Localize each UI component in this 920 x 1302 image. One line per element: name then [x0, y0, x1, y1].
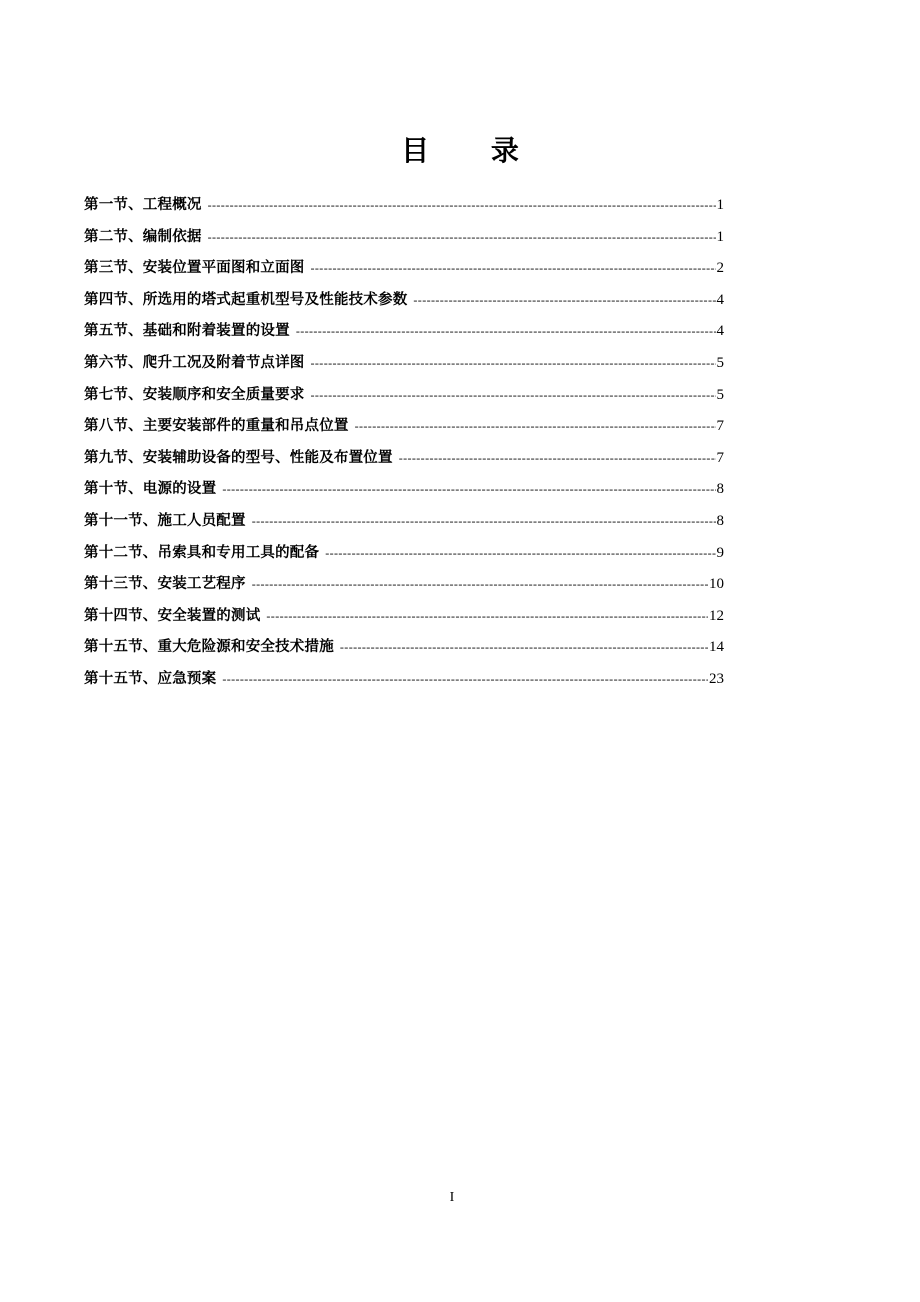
toc-entry-page: 14 — [709, 639, 724, 656]
toc-entry-label: 第九节、安装辅助设备的型号、性能及布置位置 — [84, 449, 393, 466]
toc-leader-dashes — [222, 664, 708, 696]
toc-entry-page: 7 — [716, 449, 724, 466]
page-title: 目 录 — [401, 133, 545, 167]
toc-entry[interactable] — [84, 474, 724, 506]
toc-entry-page: 9 — [716, 544, 724, 561]
toc-entry-label: 第三节、安装位置平面图和立面图 — [84, 260, 305, 277]
page-number: I — [449, 1190, 455, 1205]
toc-entry-page: 1 — [716, 197, 724, 213]
toc-entry[interactable] — [84, 601, 724, 633]
toc-entry[interactable] — [84, 380, 724, 412]
toc-entry[interactable] — [84, 222, 724, 254]
toc-entry[interactable] — [84, 253, 724, 285]
toc-entry[interactable] — [84, 348, 724, 380]
toc-entry[interactable] — [84, 285, 724, 317]
toc-entry-label: 第十四节、安全装置的测试 — [84, 607, 261, 624]
toc-entry-label: 第十五节、应急预案 — [84, 670, 217, 687]
toc-leader-dashes — [311, 380, 716, 412]
toc-entry-label: 第二节、编制依据 — [84, 228, 202, 245]
toc-entry-label: 第五节、基础和附着装置的设置 — [84, 323, 290, 340]
toc-entry[interactable] — [84, 506, 724, 538]
toc-entry-page: 5 — [716, 354, 724, 371]
toc-entry-page: 5 — [716, 386, 724, 403]
toc-entry-label: 第七节、安装顺序和安全质量要求 — [84, 386, 305, 403]
toc-leader-dashes — [355, 411, 716, 443]
toc-entry[interactable] — [84, 569, 724, 601]
toc-entry-label: 第十五节、重大危险源和安全技术措施 — [84, 639, 334, 656]
toc-entry-page: 8 — [716, 512, 724, 529]
toc-entry-label: 第十二节、吊索具和专用工具的配备 — [84, 544, 320, 561]
toc-entry-page: 8 — [716, 481, 724, 498]
toc-leader-dashes — [399, 443, 716, 475]
toc-entry-label: 第八节、主要安装部件的重量和吊点位置 — [84, 418, 349, 435]
toc-leader-dashes — [208, 222, 716, 254]
toc-leader-dashes — [252, 506, 716, 538]
toc-entry-page: 4 — [716, 291, 724, 308]
toc-entry[interactable] — [84, 316, 724, 348]
toc-entry[interactable] — [84, 632, 724, 664]
toc-entry-label: 第六节、爬升工况及附着节点详图 — [84, 354, 305, 371]
toc-entry[interactable] — [84, 443, 724, 475]
toc-entry-label: 第十节、电源的设置 — [84, 481, 217, 498]
table-of-contents — [84, 190, 724, 696]
toc-entry[interactable] — [84, 411, 724, 443]
toc-leader-dashes — [325, 538, 715, 570]
toc-entry-page: 10 — [709, 576, 724, 593]
toc-entry-label: 第十一节、施工人员配置 — [84, 512, 246, 529]
toc-entry[interactable] — [84, 664, 724, 696]
toc-leader-dashes — [311, 348, 716, 380]
toc-leader-dashes — [296, 316, 716, 348]
toc-entry-page: 23 — [709, 670, 724, 687]
toc-entry-label: 第十三节、安装工艺程序 — [84, 576, 246, 593]
toc-entry-page: 1 — [716, 228, 724, 245]
toc-entry-page: 4 — [716, 323, 724, 340]
toc-leader-dashes — [311, 253, 716, 285]
toc-leader-dashes — [222, 474, 715, 506]
toc-entry-label: 第一节、工程概况 — [84, 197, 202, 213]
toc-entry[interactable] — [84, 538, 724, 570]
toc-leader-dashes — [413, 285, 715, 317]
toc-entry[interactable] — [84, 190, 724, 222]
toc-leader-dashes — [252, 569, 708, 601]
toc-entry-page: 12 — [709, 607, 724, 624]
toc-leader-dashes — [208, 190, 716, 222]
toc-entry-label: 第四节、所选用的塔式起重机型号及性能技术参数 — [84, 291, 408, 308]
toc-leader-dashes — [266, 601, 708, 633]
toc-entry-page: 7 — [716, 418, 724, 435]
toc-leader-dashes — [340, 632, 708, 664]
toc-entry-page: 2 — [716, 260, 724, 277]
